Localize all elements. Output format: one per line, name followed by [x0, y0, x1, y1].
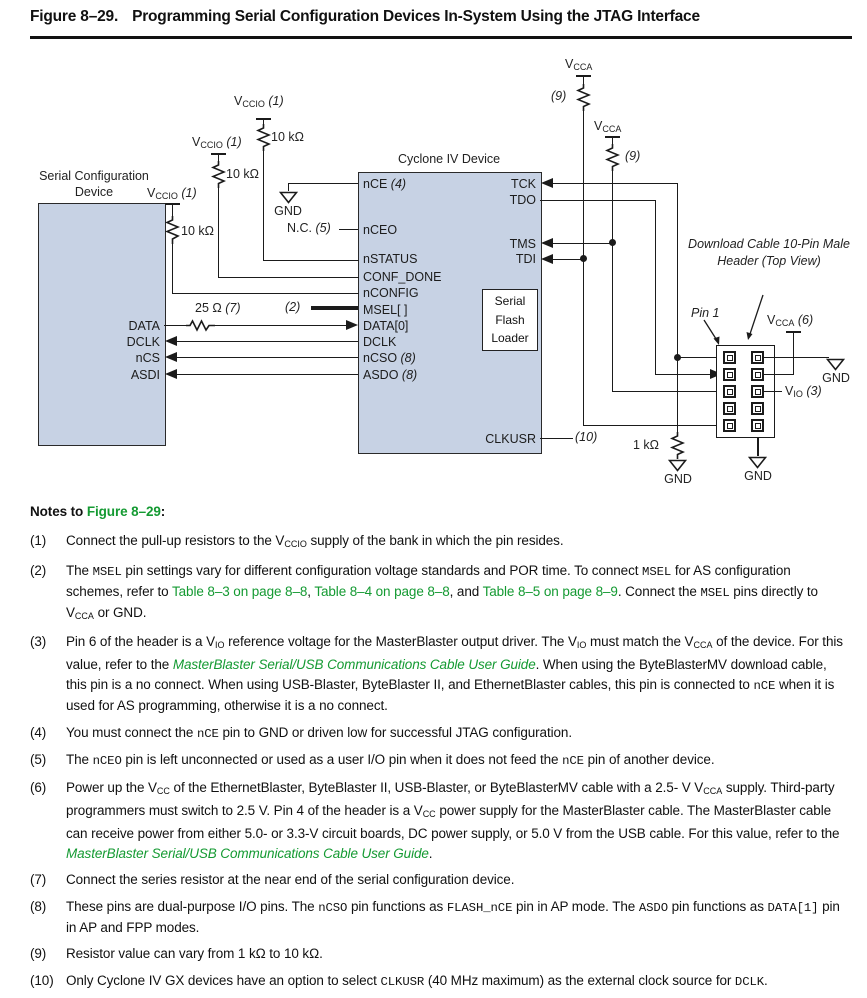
figure-number: Figure 8–29. [30, 8, 119, 25]
header-pin-3 [723, 368, 736, 381]
wire-nconfig [172, 293, 359, 295]
note-item-2 [30, 561, 848, 626]
wire-tck-vertical [677, 183, 679, 433]
header-pin-6 [751, 385, 764, 398]
serial-configuration-device-box [38, 203, 166, 446]
wire-tms-vertical [612, 171, 614, 391]
ground-icon [748, 456, 767, 469]
wire-msel-bus [311, 306, 358, 310]
cyclone-device-label: Cyclone IV Device [397, 152, 501, 166]
header-pin-7 [723, 402, 736, 415]
wire-tms [552, 243, 612, 245]
serial-flash-loader-box: Serial Flash Loader [482, 289, 538, 351]
serial-device-label: Serial Configuration Device [39, 169, 149, 199]
pin-tms: TMS [509, 237, 536, 251]
junction-dot [580, 255, 587, 262]
vcca-note-ref-2: (9) [625, 149, 641, 163]
ground-icon [668, 459, 687, 472]
wire [172, 244, 174, 293]
note-item-4 [30, 723, 848, 744]
pin-conf-done: CONF_DONE [363, 270, 442, 284]
wire-tdo-vertical [655, 200, 657, 374]
vcca-label-2: VCCA [594, 119, 622, 134]
wire-tdi [552, 259, 583, 261]
note-text: You must connect the nCE pin to GND or driven low for successful JTAG configuration. [66, 724, 572, 741]
note-number: (4) [30, 724, 47, 740]
link[interactable]: MasterBlaster Serial/USB Communications Cable User Guide [66, 845, 429, 861]
resistor-icon [186, 319, 215, 332]
gnd-label-pin2: GND [822, 371, 850, 385]
note-text: Pin 6 of the header is a VIO reference voltage for the MasterBlaster output driver. The VIO must match the VCCA of the device. For this value, refer to the MasterBlaster Serial/USB Communications Cable User Guide. When using the ByteBlasterMV download cable, this pin is a no connect. When using USB-Blaster, ByteBlaster II, and EthernetBlaster cables, this pin is connected to nCE when it is used for AS programming, otherwise it is a no connect. [66, 634, 843, 713]
note-number: (7) [30, 872, 47, 887]
note-number: (3) [30, 634, 47, 649]
note-number: (2) [30, 562, 47, 578]
resistor-value-10k-1: 10 kΩ [271, 130, 304, 144]
pin-data: DATA [128, 319, 160, 333]
pin-tdo: TDO [509, 193, 536, 207]
wire-tdi-vertical [583, 111, 585, 425]
header-pin-4 [751, 368, 764, 381]
pin-ncs: nCS [135, 351, 160, 365]
pin-dclk: DCLK [126, 335, 160, 349]
wire [218, 187, 220, 277]
header-pin-2 [751, 351, 764, 364]
pin-tck: TCK [511, 177, 536, 191]
note-item-1 [30, 531, 848, 554]
resistor-value-1k: 1 kΩ [633, 438, 660, 452]
vccio-label-3: VCCIO (1) [147, 186, 197, 201]
link[interactable]: Table 8–4 on page 8–8 [314, 583, 450, 599]
note-item-8 [30, 897, 848, 938]
resistor-icon [256, 124, 271, 151]
note-number: (1) [30, 533, 47, 548]
link[interactable]: Table 8–3 on page 8–8 [172, 583, 308, 599]
wire-to-pin9 [583, 425, 722, 427]
pin-tdi: TDI [515, 252, 536, 266]
wire-to-pin4 [764, 374, 794, 376]
vccio-label-1: VCCIO (1) [234, 94, 284, 109]
wire-vcca-header [793, 333, 795, 374]
vcca-note-ref-1: (9) [551, 89, 567, 103]
resistor-value-10k-2: 10 kΩ [226, 167, 259, 181]
wire-clkusr [540, 438, 573, 440]
note-item-6 [30, 778, 848, 864]
wire-conf-done [218, 277, 359, 279]
wire-tdo [540, 200, 656, 202]
resistor-icon [165, 216, 180, 244]
gnd-label-tck: GND [664, 472, 692, 486]
wire-to-pin3 [655, 374, 711, 376]
note-item-7 [30, 870, 848, 890]
header-pin-9 [723, 419, 736, 432]
note-text: The nCEO pin is left unconnected or used as a user I/O pin when it does not feed the nCE pin of another device. [66, 752, 715, 768]
notes-section [30, 502, 848, 998]
ground-icon [279, 191, 298, 204]
link[interactable]: MasterBlaster Serial/USB Communications Cable User Guide [172, 657, 536, 672]
pin-ncso: nCSO (8) [363, 351, 416, 365]
vcca-label-1: VCCA [565, 57, 593, 72]
wire [263, 150, 265, 260]
header-pin-5 [723, 385, 736, 398]
arrowhead-right-icon [346, 320, 358, 330]
note-text: Resistor value can vary from 1 kΩ to 10 kΩ. [66, 946, 323, 961]
pin1-label: Pin 1 [691, 306, 720, 320]
resistor-icon [211, 161, 226, 188]
wire-asdi [176, 374, 358, 376]
series-resistor-label: 25 Ω (7) [195, 301, 241, 315]
pin-msel: MSEL[ ] [363, 303, 408, 317]
nc-label: N.C. (5) [287, 221, 331, 235]
note-text: The MSEL pin settings vary for different configuration voltage standards and POR time. To connect MSEL for AS configuration schemes, refer to Table 8–3 on page 8–8, Table 8–4 on page 8–8, and Table 8–5 on page 8–9. Connect the MSEL pins directly to VCCA or GND. [66, 562, 818, 621]
wire-tck [552, 183, 678, 185]
wire [172, 205, 174, 216]
wire-pin10-gnd [757, 438, 759, 456]
vio-label: VIO (3) [785, 384, 822, 399]
pointer-arrows-icon [688, 292, 778, 352]
wire-nstatus [263, 260, 359, 262]
wire-to-gnd-right [764, 357, 829, 359]
pin-clkusr: CLKUSR [485, 432, 536, 446]
pin-nconfig: nCONFIG [363, 286, 419, 300]
cyclone-iv-device-box [358, 172, 542, 454]
link[interactable]: Table 8–5 on page 8–9 [482, 583, 618, 599]
download-cable-label: Download Cable 10-Pin Male Header (Top View) [688, 237, 850, 268]
junction-dot [609, 239, 616, 246]
note-item-5 [30, 750, 848, 771]
note-number: (9) [30, 946, 47, 961]
gnd-label-pin10: GND [744, 469, 772, 483]
pin-asdo: ASDO (8) [363, 368, 418, 382]
note-number: (10) [30, 972, 54, 988]
pin-nstatus: nSTATUS [363, 252, 418, 266]
pin-nce: nCE (4) [363, 177, 407, 191]
header-pin-10 [751, 419, 764, 432]
pin-nceo: nCEO [363, 223, 398, 237]
clkusr-note-ref: (10) [575, 430, 598, 444]
header-pin-8 [751, 402, 764, 415]
note-text: Connect the pull-up resistors to the VCCIO supply of the bank in which the pin resides. [66, 533, 564, 549]
resistor-value-10k-3: 10 kΩ [181, 224, 214, 238]
resistor-icon [605, 144, 620, 171]
resistor-icon [670, 432, 685, 459]
pin-data0: DATA[0] [363, 319, 409, 333]
note-item-10 [30, 971, 848, 992]
wire-dclk [176, 341, 358, 343]
pin-dclk-fpga: DCLK [363, 335, 397, 349]
note-text: These pins are dual-purpose I/O pins. The nCSO pin functions as FLASH_nCE pin in AP mode. The ASDO pin functions as DATA[1] pin in AP and FPP modes. [66, 898, 840, 935]
wire-ncs [176, 357, 358, 359]
note-number: (8) [30, 898, 47, 914]
note-number: (6) [30, 779, 47, 795]
note-item-3 [30, 632, 848, 716]
wire-to-vio [764, 391, 782, 393]
ground-icon [826, 358, 845, 371]
resistor-icon [576, 84, 591, 111]
note-text: Only Cyclone IV GX devices have an option to select CLKUSR (40 MHz maximum) as the external clock source for DCLK. [66, 972, 768, 989]
wire-data [214, 325, 347, 327]
note-number: (5) [30, 752, 47, 767]
link[interactable]: Figure 8–29 [86, 504, 161, 519]
vcca-label-header: VCCA (6) [767, 313, 814, 328]
gnd-label-nce: GND [274, 204, 302, 218]
header-pin-1 [723, 351, 736, 364]
wire [288, 183, 290, 191]
wire-nce [288, 183, 358, 185]
notes-header: Notes to Figure 8–29: [30, 504, 166, 519]
vccio-label-2: VCCIO (1) [192, 135, 242, 150]
wire-to-pin5 [612, 391, 722, 393]
pin-asdi: ASDI [130, 368, 160, 382]
wire-data [164, 325, 187, 327]
msel-note-ref: (2) [285, 300, 301, 314]
note-item-9 [30, 944, 848, 964]
note-text: Power up the VCC of the EthernetBlaster, ByteBlaster II, USB-Blaster, or ByteBlasterMV cable with a 2.5- V VCCA supply. Third-party programmers must switch to 2.5 V. Pin 4 of the header is a VCC power supply for the MasterBlaster cable. The MasterBlaster cable can receive power from either 5.0- or 3.3-V circuit boards, DC power supply, or 5.0 V from the USB cable. For this value, refer to the MasterBlaster Serial/USB Communications Cable User Guide. [66, 779, 840, 861]
note-text: Connect the series resistor at the near end of the serial configuration device. [66, 872, 515, 887]
wire-nceo [339, 229, 358, 231]
figure-title-text: Programming Serial Configuration Devices In-System Using the JTAG Interface [132, 8, 700, 25]
